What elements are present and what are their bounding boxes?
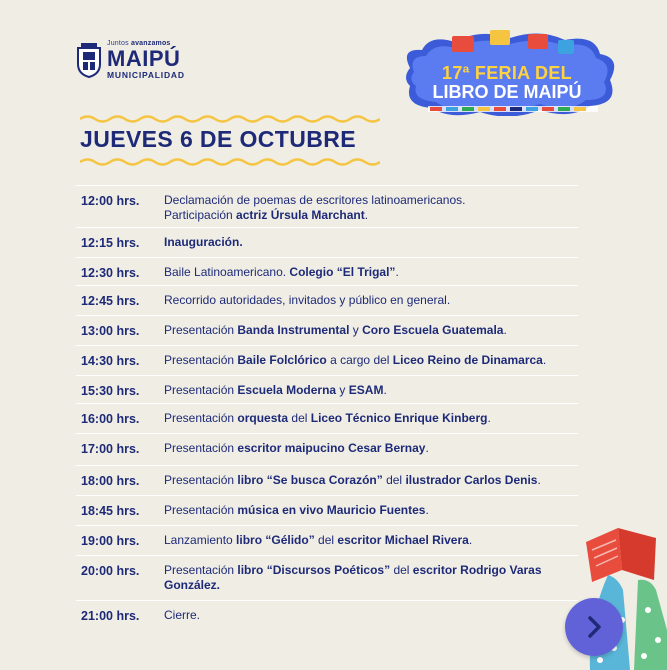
schedule-row (76, 185, 578, 227)
description-text: Cierre. (164, 608, 201, 622)
highlight-text: orquesta (237, 411, 289, 425)
schedule-time: 12:45 hrs. (81, 294, 140, 308)
schedule-time: 13:00 hrs. (81, 324, 140, 338)
fair-edition: 17ª (442, 63, 470, 83)
wavy-divider-top (80, 114, 380, 124)
description-text: Presentación (164, 441, 238, 455)
schedule-time: 15:30 hrs. (81, 384, 140, 398)
schedule-description (164, 293, 576, 308)
highlight-text: Baile Folclórico (237, 353, 327, 367)
highlight-text: ilustrador Carlos Denis (405, 473, 538, 487)
schedule-description (164, 411, 576, 426)
schedule-time: 18:45 hrs. (81, 504, 140, 518)
description-text: . (425, 441, 429, 455)
schedule-time: 18:00 hrs. (81, 474, 140, 488)
schedule-row (76, 555, 578, 600)
schedule-description (164, 608, 576, 623)
logo-name: MAIPÚ (107, 46, 181, 71)
description-text: del (288, 411, 311, 425)
schedule-row (76, 403, 578, 433)
schedule-description (164, 533, 576, 548)
description-text: Presentación (164, 503, 238, 517)
description-text: Presentación (164, 383, 238, 397)
description-text: Lanzamiento (164, 533, 237, 547)
description-text: Recorrido autoridades, invitados y público en general. (164, 293, 451, 307)
schedule-row (76, 227, 578, 257)
schedule-description (164, 235, 576, 250)
schedule-time: 12:00 hrs. (81, 194, 140, 208)
schedule-time: 12:30 hrs. (81, 266, 140, 280)
schedule-description (164, 193, 576, 223)
description-text: . (503, 323, 507, 337)
description-text: . (542, 353, 547, 367)
description-text: . (364, 208, 369, 222)
description-text: Presentación (164, 323, 238, 337)
description-text: Presentación (164, 411, 238, 425)
description-text: . (487, 411, 491, 425)
highlight-text: libro “Discursos Poéticos” (237, 563, 391, 577)
description-text: . (425, 503, 429, 517)
highlight-text: Escuela Moderna (237, 383, 337, 397)
highlight-text: actriz Úrsula Marchant (236, 208, 365, 222)
wavy-divider-bottom (80, 157, 380, 167)
schedule-row (76, 285, 578, 315)
highlight-text: escritor Rodrigo Varas González. (164, 563, 542, 592)
highlight-text: Banda Instrumental (237, 323, 350, 337)
highlight-text: Liceo Técnico Enrique Kinberg (310, 411, 488, 425)
schedule-description (164, 353, 576, 368)
schedule-time: 21:00 hrs. (81, 609, 140, 623)
schedule-description (164, 563, 576, 593)
schedule-description (164, 265, 576, 280)
highlight-text: Inauguración. (164, 235, 243, 249)
schedule-time: 20:00 hrs. (81, 564, 140, 578)
schedule-row (76, 345, 578, 375)
description-text: Presentación (164, 353, 238, 367)
municipality-logo (76, 40, 185, 80)
schedule-time: 17:00 hrs. (81, 442, 140, 456)
highlight-text: Coro Escuela Guatemala (362, 323, 504, 337)
schedule-row (76, 600, 578, 630)
highlight-text: escritor Michael Rivera (337, 533, 469, 547)
schedule-description (164, 441, 576, 456)
schedule-description (164, 383, 576, 398)
description-text: del (314, 533, 338, 547)
schedule-row (76, 525, 578, 555)
description-text: . (537, 473, 541, 487)
schedule-row (76, 375, 578, 403)
description-text: a cargo del (326, 353, 393, 367)
description-text: . (395, 265, 399, 279)
logo-subtitle: MUNICIPALIDAD (107, 70, 185, 80)
day-title: JUEVES 6 DE OCTUBRE (80, 126, 356, 152)
description-text: y (336, 383, 349, 397)
fair-title-line1: FERIA DEL (474, 63, 572, 83)
schedule-time: 19:00 hrs. (81, 534, 140, 548)
chevron-right-icon (582, 615, 606, 639)
description-text: Presentación (164, 473, 238, 487)
next-button[interactable] (565, 598, 623, 656)
logo-tagline: Juntos avanzamos (107, 40, 171, 47)
schedule-time: 12:15 hrs. (81, 236, 140, 250)
crest-icon (76, 42, 102, 78)
schedule-description (164, 503, 576, 518)
highlight-text: Colegio “El Trigal” (289, 265, 396, 279)
schedule-row (76, 495, 578, 525)
schedule-time: 14:30 hrs. (81, 354, 140, 368)
schedule-description (164, 473, 576, 488)
schedule-row (76, 433, 578, 465)
highlight-text: música en vivo Mauricio Fuentes (237, 503, 426, 517)
schedule-time: 16:00 hrs. (81, 412, 140, 426)
highlight-text: Liceo Reino de Dinamarca (392, 353, 543, 367)
fair-title-line2: LIBRO DE MAIPÚ (432, 82, 582, 102)
description-text: . (468, 533, 473, 547)
schedule-description (164, 323, 576, 338)
schedule-row (76, 257, 578, 285)
description-text: Presentación (164, 563, 238, 577)
description-text: del (390, 563, 413, 577)
highlight-text: libro “Se busca Corazón” (237, 473, 383, 487)
highlight-text: libro “Gélido” (236, 533, 315, 547)
schedule-row (76, 465, 578, 495)
highlight-text: ESAM (348, 383, 384, 397)
description-text: Baile Latinoamericano. (164, 265, 290, 279)
description-text: del (382, 473, 406, 487)
fair-title (427, 64, 587, 101)
description-text: y (349, 323, 363, 337)
highlight-text: escritor maipucino Cesar Bernay (237, 441, 426, 455)
description-text: Participación (164, 208, 237, 222)
description-text: . (383, 383, 387, 397)
description-text: Declamación de poemas de escritores latinoamericanos. (164, 193, 466, 207)
schedule-row (76, 315, 578, 345)
